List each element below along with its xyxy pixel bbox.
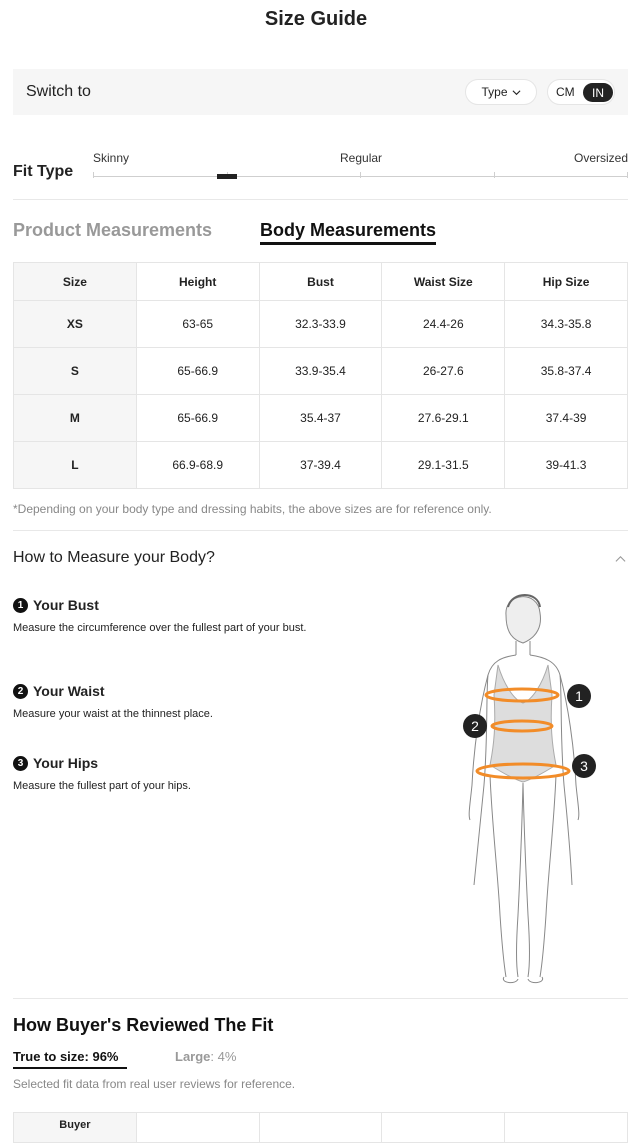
column-header [136, 1113, 259, 1143]
page-title: Size Guide [264, 8, 368, 30]
table-row [14, 395, 628, 442]
tab-body-measurements[interactable]: Body Measurements [260, 220, 437, 240]
column-header: Size [14, 263, 137, 301]
table-cell: 37-39.4 [259, 442, 382, 489]
size-table [13, 262, 628, 489]
unit-in-option[interactable]: IN [583, 83, 613, 102]
fit-tick [494, 172, 495, 178]
table-row [14, 301, 628, 348]
column-header: Bust [259, 263, 382, 301]
bust-heading [13, 597, 99, 613]
howto-section-title: How to Measure your Body? [13, 549, 215, 566]
divider [13, 530, 628, 531]
number-badge: 3 [13, 756, 28, 771]
table-cell: 27.6-29.1 [382, 395, 505, 442]
table-cell: 65-66.9 [136, 395, 259, 442]
column-header: Height [136, 263, 259, 301]
switch-label: Switch to [26, 83, 91, 100]
true-to-size-tab[interactable]: True to size: 96% [13, 1049, 119, 1064]
divider [13, 998, 628, 999]
reviews-note: Selected fit data from real user reviews for reference. [13, 1077, 296, 1091]
table-cell: 24.4-26 [382, 301, 505, 348]
column-header: Buyer [14, 1113, 137, 1143]
large-value: : 4% [210, 1049, 237, 1064]
table-cell: 39-41.3 [505, 442, 628, 489]
fit-tick [93, 172, 94, 178]
column-header [259, 1113, 382, 1143]
divider [13, 199, 628, 200]
table-cell: 29.1-31.5 [382, 442, 505, 489]
table-cell: 34.3-35.8 [505, 301, 628, 348]
column-header [382, 1113, 505, 1143]
reviews-title: How Buyer's Reviewed The Fit [13, 1015, 274, 1035]
table-row [14, 442, 628, 489]
tab-product-measurements[interactable]: Product Measurements [13, 220, 213, 240]
type-dropdown[interactable] [465, 79, 537, 105]
unit-switch-bar [13, 69, 628, 115]
hips-title: Your Hips [33, 755, 99, 771]
table-cell: 65-66.9 [136, 348, 259, 395]
fit-tick [627, 172, 628, 178]
waist-description: Measure your waist at the thinnest place. [13, 708, 213, 720]
fit-regular-label: Regular [340, 151, 383, 165]
fit-tick [360, 172, 361, 178]
table-cell: 35.8-37.4 [505, 348, 628, 395]
fit-oversized-label: Oversized [574, 151, 629, 165]
table-cell: 63-65 [136, 301, 259, 348]
table-header-row [14, 263, 628, 301]
table-cell: 26-27.6 [382, 348, 505, 395]
fit-indicator [217, 174, 237, 179]
type-label: Type [481, 85, 508, 99]
table-row [14, 348, 628, 395]
marker-3-label: 3 [580, 758, 588, 774]
hips-description: Measure the fullest part of your hips. [13, 780, 191, 792]
bust-title: Your Bust [33, 597, 99, 613]
marker-1-label: 1 [575, 688, 583, 704]
large-tab[interactable] [175, 1049, 236, 1064]
table-cell: 32.3-33.9 [259, 301, 382, 348]
marker-2-label: 2 [471, 718, 479, 734]
column-header [505, 1113, 628, 1143]
table-cell: 35.4-37 [259, 395, 382, 442]
size-cell: XS [14, 301, 137, 348]
buyer-fit-table [13, 1112, 628, 1143]
table-cell: 37.4-39 [505, 395, 628, 442]
column-header: Waist Size [382, 263, 505, 301]
unit-toggle[interactable] [547, 79, 615, 105]
fit-type-label: Fit Type [13, 163, 74, 180]
size-cell: L [14, 442, 137, 489]
bust-description: Measure the circumference over the fullest part of your bust. [13, 622, 307, 634]
waist-title: Your Waist [33, 683, 105, 699]
table-cell: 66.9-68.9 [136, 442, 259, 489]
fit-skinny-label: Skinny [93, 151, 130, 165]
table-cell: 33.9-35.4 [259, 348, 382, 395]
size-cell: S [14, 348, 137, 395]
large-label: Large [175, 1049, 211, 1064]
table-header-row [14, 1113, 628, 1143]
waist-heading [13, 683, 105, 699]
chevron-down-icon [512, 88, 521, 97]
number-badge: 2 [13, 684, 28, 699]
chevron-up-icon[interactable] [615, 554, 626, 565]
number-badge: 1 [13, 598, 28, 613]
body-figure-illustration [460, 585, 600, 987]
reference-note: *Depending on your body type and dressing habits, the above sizes are for reference only. [13, 502, 492, 516]
hips-heading [13, 755, 98, 771]
active-tab-underline [13, 1067, 127, 1069]
active-tab-underline [260, 242, 436, 245]
size-cell: M [14, 395, 137, 442]
unit-cm-option[interactable]: CM [556, 85, 575, 99]
column-header: Hip Size [505, 263, 628, 301]
